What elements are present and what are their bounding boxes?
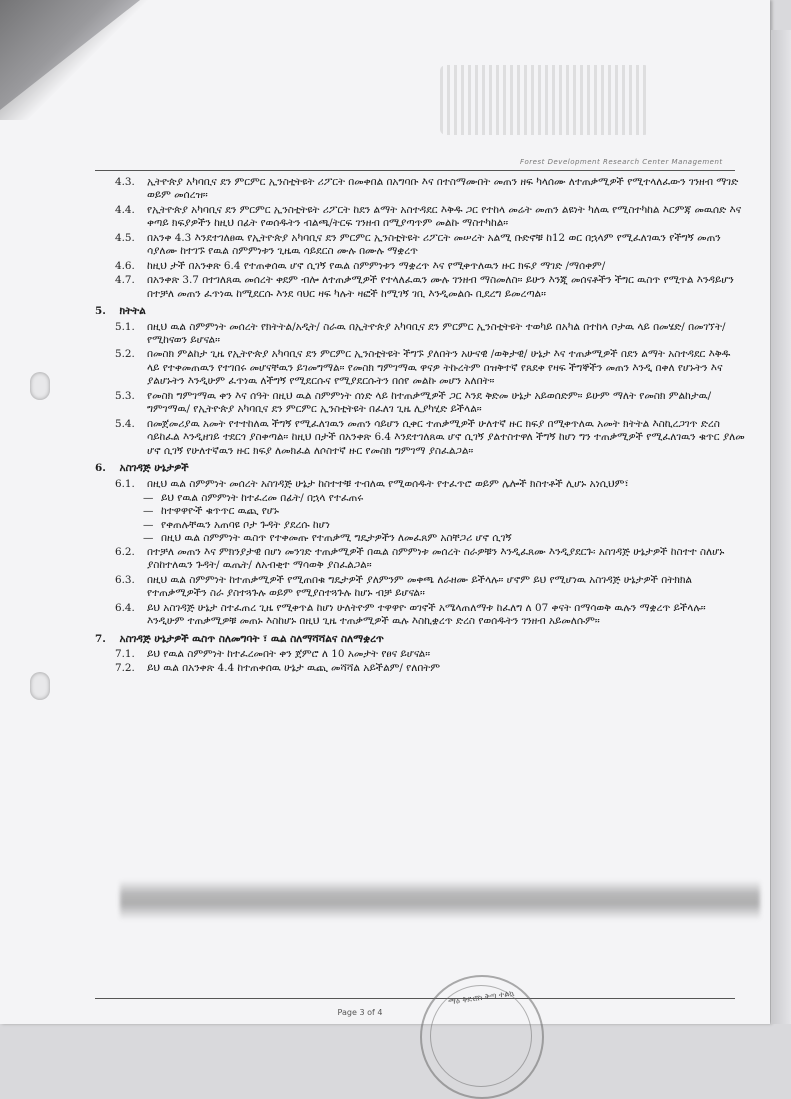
clause-text: በተቻለ መጠን እና ምክንያታዊ በሆነ መንገድ ተጠቃሚዎች በዉል ስምምነቱ መሰረት ስራዎቹን እንዲፈጸሙ እንዲያደርጉ፡ አስገዳጅ ሁኔታዎች ከስተተ ስለሆኑ ያስከተለዉን ጉዳት/ ዉጤት/ ለአብቂተ ማሳወቅ ያስፈልጋል። xyxy=(147,545,725,572)
punch-hole-bottom xyxy=(30,672,50,700)
bullet-item xyxy=(143,532,745,545)
section-title: አስገዳጅ ሁኔታዎች xyxy=(119,462,189,475)
clause-number: 6.2. xyxy=(115,545,135,558)
bullet-text: ከተዋዋዮች ቁጥጥር ዉጪ የሆኑ xyxy=(161,505,279,518)
faded-letterhead-stamp xyxy=(440,65,650,135)
section-number: 6. xyxy=(95,462,106,475)
clause-number: 6.1. xyxy=(115,477,135,490)
clause-text: ከዚህ ታች በአንቀጽ 6.4 የተጠቀሰዉ ሆኖ ሲገኝ የዉል ስምምነቱን ማቋረጥ እና የሚቀጥለዉን ዙር ክፍያ ማገድ /ማሰቀም/ xyxy=(147,259,606,272)
clause-item xyxy=(115,176,745,203)
clause-text: በዚህ ዉል ስምምነት ከተጠቃሚዎች የሚጠበቁ ግዴታዎች ያለምንም መቀጫ ለራዘሙ ይችላሉ። ሆኖም ይህ የሚሆነዉ አስገዳጅ ሁኔታዎች በትክክል የተጠቃሚዎችን ስራ ያስተጓጉሉ ወይም የሚያስተጓጉሉ ከሆኑ ብቻ ይሆናል። xyxy=(147,573,693,600)
section-title: አስገዳጅ ሁኔታዎች ዉስጥ ስለመግባት ፣ ዉል ስለማሻሻልና ስለማቋረጥ xyxy=(119,632,384,645)
section-title: ክትትል xyxy=(119,305,146,318)
header-note: Forest Development Research Center Management xyxy=(520,158,723,166)
clause-item xyxy=(115,232,745,259)
clause-text: በመጀመሪያዉ አመት የተተከለዉ ችግኝ የሚፈለገዉን መጠን ሳይሆን ሲቀር ተጠቃሚዎች ሁለተኛ ዙር ክፍያ በሚቀጥለዉ አመት ክትትል እስኪረጋገጥ ድረስ ሳይከፈል እንዲዘገይ ተደርጎ ያስቀጣል። ከዚህ በታች በአንቀጽ 6.4 እንደተገለጸዉ ሆኖ ሲገኝ ያልተስተዋለ ችግኝ ከሆነ ግን ተጠቃሚዎች የሚፈለገዉን ቁጥር ያለመ ሆኖ ሲገኝ የሁለተኛዉን ዙር ክፍያ ለመክፈል ለሶስተኛ ዙር የመስክ ግምገማ ያስፈልጋል። xyxy=(147,417,745,457)
section-6-items xyxy=(95,546,745,629)
section-5-heading xyxy=(95,305,745,318)
clause-item xyxy=(115,260,745,273)
clause-text: የመስክ ግምገማዉ ቀን እና ሰዓት በዚህ ዉል ስምምነት ሰነድ ላይ ከተጠቃሚዎች ጋር እንደ ቅድመ ሁኔታ አይወሰድም። ይሁም ማለት የመስክ ምልከታዉ/ ግምገማዉ/ የኢትዮጵያ አካባቢና ደን ምርምር ኢንስቲትዩት በፈለገ ጊዜ ሊያካሂድ ይችላል። xyxy=(147,389,712,416)
clause-text: ይህ የዉል ስምምነት ከተፈረመበት ቀን ጀምሮ ለ 10 አመታት የፀና ይሆናል። xyxy=(147,647,431,660)
clause-item xyxy=(115,662,745,675)
clause-number: 6.3. xyxy=(115,573,135,586)
clause-text: የኢትዮጵያ አካባቢና ደን ምርምር ኢንስቲትዩት ሪፖርት ከደን ልማት አስተዳደር እቅዱ ጋር የተከላ መሬት መጠን ልዩነት ካለዉ የሚስተካከል እርምጃ መዉሰድ እና ቀጣይ ክፍያዎችን ከዚህ በፊት የወሰዱትን ብልጫ/ትርፍ ገንዘብ በሚያጣጥም መልኩ ማስተካከል። xyxy=(147,203,742,230)
punch-hole-top xyxy=(30,372,50,400)
clause-number: 4.4. xyxy=(115,203,135,216)
clause-item xyxy=(115,390,745,417)
clause-text: ኢትዮጵያ አካባቢና ደን ምርምር ኢንስቲትዩት ሪፖርት በመቀበል በአግባቡ እና በተስማሙበት መጠን ዘፍ ካላሰሙ ለተጠቃሚዎች የሚተላለፈውን ገንዘብ ማገድ ወይም መሰረዝ። xyxy=(147,176,739,202)
section-7-heading xyxy=(95,633,745,646)
section-4-items xyxy=(95,176,745,301)
clause-item xyxy=(115,546,745,573)
clause-text: በዚህ ዉል ስምምነት መሰረት አስገዳጅ ሁኔታ ከስተተቹ ተብለዉ የሚወሰዱት የተፈጥሮ ወይም ሌሎች ክስተቶች ሊሆኑ አነሲህም፣ xyxy=(147,477,629,490)
page-number: Page 3 of 4 xyxy=(337,1008,383,1017)
section-number: 7. xyxy=(95,632,106,645)
clause-6-1-bullets xyxy=(95,492,745,546)
clause-item xyxy=(115,574,745,601)
section-6-heading xyxy=(95,462,745,475)
bullet-dash: — xyxy=(143,505,154,518)
clause-text: በመስክ ምልከታ ጊዜ የኢትዮጵያ አካባቢና ደን ምርምር ኢንስቲትዩት ችግኙ ያለበትን አሁናዊ /ወቅታዊ/ ሁኔታ እና ተጠቃሚዎች በደን ልማት አስተዳደር እቅዱ ላይ የተቀመጠዉን የተገበሩ መሆናቸዉን ይገመግማል። የመስክ ግምገማዉ ዋናዎ ትኩረትም በዝቅተኛ የጸደቀ የዛፍ ችግኞችን መጠን እንዲ በቀለ የሆኑትን እና ያልሆኑትን እንዲሁም ፈጥነዉ ለችግኝ የሚደርሱና የሚያደርሱትን በሰየ መልኩ መሆን አለበት። xyxy=(147,348,731,388)
clause-text: ይህ ዉል በአንቀጽ 4.4 ከተጠቀሰዉ ሁኔታ ዉጪ መሻሻል አይችልም/ የለበትም xyxy=(147,662,440,675)
bullet-text: በዚህ ዉል ስምምነት ዉስጥ የተቀመጡ የተጠቃሚ ግዴታዎችን ለመፈጸም አስቸጋሪ ሆኖ ሲገኝ xyxy=(161,532,512,545)
clause-number: 4.6. xyxy=(115,259,135,272)
underlying-page-edge xyxy=(771,30,791,1024)
section-5-items xyxy=(95,321,745,459)
bullet-item xyxy=(143,519,745,532)
bullet-text: የቀጠሉቸዉን አጠባዩ ቦታ ጉዳት ያደረሱ ከሆነ xyxy=(161,518,330,531)
clause-text: ይህ አስገዳጅ ሁኔታ ስተፈጠረ ጊዜ የሚቀጥል ከሆነ ሁለትዮም ተዋዋዮ ወገኖች አሜላጠለማቱ ከፈለግ ለ 07 ቀናት በማሳወቅ ዉሉን ማቋረጥ ይችላሉ። እንዲሁም ተጠቃሚዎቹ መጠኑ እስከሆኑ በዚህ ጊዜ ተጠቃሚዎች ዉሉ እስኪቋረጥ ድረስ የወሰዱትን ገንዘብ አይመለሱም። xyxy=(147,601,706,628)
clause-number: 5.1. xyxy=(115,320,135,333)
clause-text: በአንቀጽ 3.7 በተገለጸዉ መሰረት ቀደም ብሎ ለተጠቃሚዎች የተላለፈዉን ሙሉ ገንዘብ ማስመለስ። ይሁን እንጂ መሰናቶችን ችግር ዉስጥ የሚጥል እንዳይሆን በተቻለ መጠን ፈጥነዉ ከሚደርሱ እንደ ባህር ዛፍ ካሉት ዛፎች ከሚገኝ ገቢ እንዲመልሱ ቢደረግ ይመረጣል። xyxy=(147,274,734,300)
clause-item xyxy=(115,602,745,629)
section-7-items xyxy=(95,648,745,676)
clause-number: 5.4. xyxy=(115,417,135,430)
clause-item xyxy=(115,648,745,661)
clause-number: 5.3. xyxy=(115,389,135,402)
bullet-text: ይህ የዉል ስምምነት ከተፈረመ በፊት/ በኋላ የተፈጠሩ xyxy=(161,491,364,504)
clause-number: 4.5. xyxy=(115,231,135,244)
footer-rule xyxy=(95,998,735,999)
clause-number: 7.1. xyxy=(115,647,135,660)
bullet-item xyxy=(143,505,745,518)
clause-text: በዚህ ዉል ስምምነት መሰረት የክትትል/አዲት/ ስራዉ በኢትዮጵያ አካባቢና ደን ምርምር ኢንስቲትዩት ተወካይ በአካል በተከላ ቦታዉ ላይ በመሄድ/ በመገኘት/ የሚከናወን ይሆናል። xyxy=(147,320,726,346)
document-body xyxy=(95,176,745,677)
clause-6-1 xyxy=(115,478,745,491)
clause-item xyxy=(115,274,745,301)
official-seal-text: ማዕ ቅድሮስ ቅጣ ተልኳ xyxy=(447,988,515,1007)
clause-number: 4.7. xyxy=(115,274,135,287)
clause-number: 4.3. xyxy=(115,176,135,188)
bullet-dash: — xyxy=(143,532,154,545)
clause-item xyxy=(115,321,745,348)
clause-number: 7.2. xyxy=(115,662,135,675)
bullet-dash: — xyxy=(143,518,154,531)
scan-smudge xyxy=(120,880,760,920)
clause-item xyxy=(115,418,745,458)
section-number: 5. xyxy=(95,305,106,318)
clause-number: 5.2. xyxy=(115,348,135,361)
bullet-dash: — xyxy=(143,491,154,504)
clause-number: 6.4. xyxy=(115,601,135,614)
header-rule xyxy=(95,170,735,171)
clause-text: በአንቀ 4.3 እንደተገለፀዉ የኢትዮጵያ አካባቢና ደን ምርምር ኢንስቲትዩት ሪፖርት መሠረት አልሚ ቡድኖቹ ከ12 ወር በኋላም የሚፈለገዉን የችግኝ መጠን ሳያለሙ ከተገኙ የዉል ስምምነቱን ጊዜዉ ሳይደርስ ሙሉ በሙሉ ማቋረጥ xyxy=(147,231,721,258)
clause-item xyxy=(115,348,745,388)
clause-item xyxy=(115,204,745,231)
bullet-item xyxy=(143,492,745,505)
folded-corner-shadow xyxy=(0,0,150,120)
